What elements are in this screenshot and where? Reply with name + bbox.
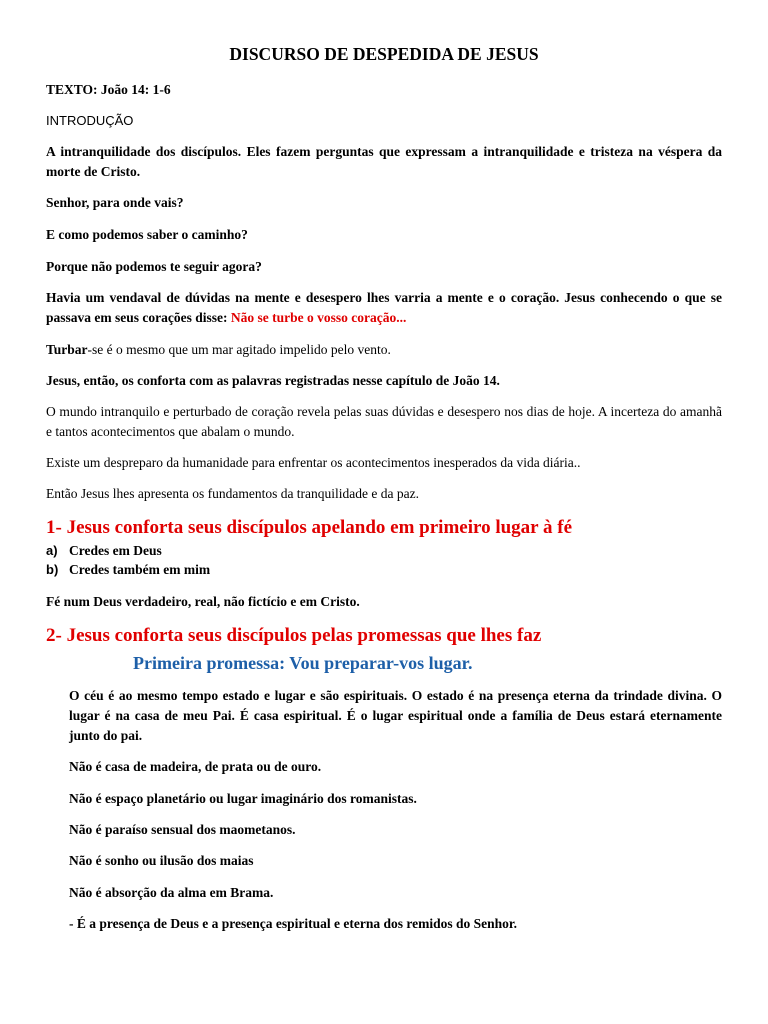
list-marker: b) (46, 562, 59, 577)
question-2: E como podemos saber o caminho? (46, 227, 248, 242)
presenca-paragraph: - É a presença de Deus e a presença espiritual e eterna dos remidos do Senhor. (69, 916, 517, 931)
turbar-word: Turbar (46, 342, 88, 357)
list-item (46, 541, 162, 561)
fundamentos-paragraph: Então Jesus lhes apresenta os fundamentos da tranquilidade e da paz. (46, 486, 420, 501)
list-item-text: Credes também em mim (69, 562, 211, 577)
havia-quote: Não se turbe o vosso coração... (230, 310, 407, 325)
nao-item-3: Não é paraíso sensual dos maometanos. (69, 822, 296, 837)
list-marker: a) (46, 543, 58, 558)
nao-item-1: Não é casa de madeira, de prata ou de ouro. (69, 759, 322, 774)
nao-item-4: Não é sonho ou ilusão dos maias (69, 853, 254, 868)
section-2-heading: 2- Jesus conforta seus discípulos pelas promessas que lhes faz (46, 625, 542, 646)
nao-item-2: Não é espaço planetário ou lugar imaginário dos romanistas. (69, 791, 417, 806)
conforta-paragraph: Jesus, então, os conforta com as palavras registradas nesse capítulo de João 14. (46, 373, 500, 388)
question-3: Porque não podemos te seguir agora? (46, 259, 262, 274)
list-item-text: Credes em Deus (69, 543, 162, 558)
despreparo-paragraph: Existe um despreparo da humanidade para enfrentar os acontecimentos inesperados da vida diária.. (46, 455, 581, 470)
ceu-paragraph: O céu é ao mesmo tempo estado e lugar e são espirituais. O estado é na presença eterna da trindade divina. O lugar é na casa de meu Pai. É casa espiritual. É o lugar espiritual onde a família de Deus estará eternamente junto do pai. (69, 688, 722, 743)
question-1: Senhor, para onde vais? (46, 195, 184, 210)
mundo-paragraph: O mundo intranquilo e perturbado de coração revela pelas suas dúvidas e desespero nos dias de hoje. A incerteza do amanhã e tantos acontecimentos que abalam o mundo. (46, 404, 722, 439)
nao-item-5: Não é absorção da alma em Brama. (69, 885, 274, 900)
turbar-rest: -se é o mesmo que um mar agitado impelido pelo vento. (87, 342, 391, 357)
turbar-paragraph (46, 340, 722, 360)
list-item (46, 560, 210, 580)
havia-text: Havia um vendaval de dúvidas na mente e desespero lhes varria a mente e o coração. Jesus conhecendo o que se passava em seus corações disse: (46, 290, 722, 325)
havia-paragraph (46, 288, 722, 328)
document-title: DISCURSO DE DESPEDIDA DE JESUS (229, 44, 539, 64)
section-1-heading: 1- Jesus conforta seus discípulos apelando em primeiro lugar à fé (46, 517, 573, 538)
introducao-heading: INTRODUÇÃO (46, 113, 134, 128)
texto-reference: TEXTO: João 14: 1-6 (46, 82, 171, 97)
primeira-promessa-heading: Primeira promessa: Vou preparar-vos lugar. (133, 653, 473, 673)
fe-paragraph: Fé num Deus verdadeiro, real, não fictício e em Cristo. (46, 594, 360, 609)
intro-paragraph: A intranquilidade dos discípulos. Eles fazem perguntas que expressam a intranquilidade e tristeza na véspera da morte de Cristo. (46, 144, 722, 179)
